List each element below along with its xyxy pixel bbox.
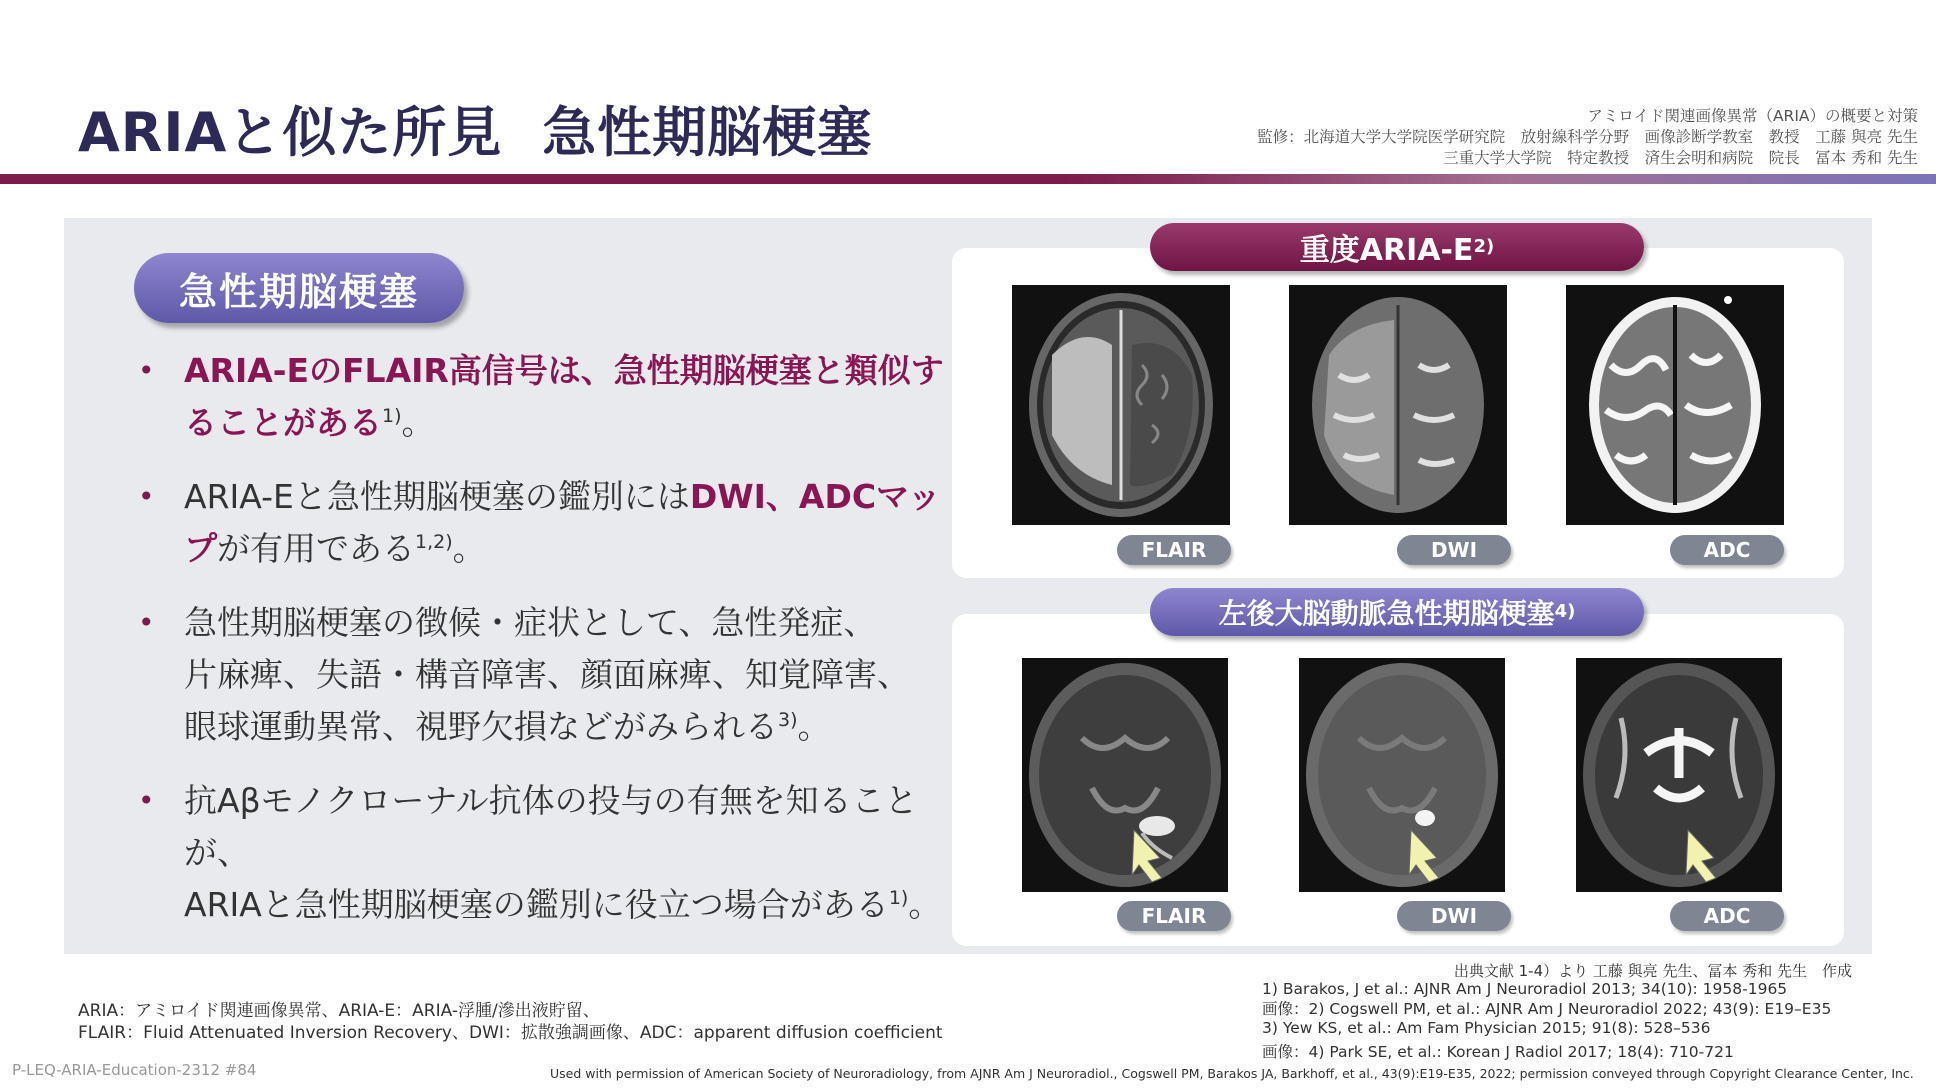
bullet-3 (138, 597, 958, 753)
supervisor-line-1: 監修：北海道大学大学院医学研究院 放射線科学分野 画像診断学教室 教授 工藤 與亮 先生 (1257, 128, 1918, 146)
bullet-dot: • (138, 354, 155, 387)
infarct-label: 左後大脳動脈急性期脳梗塞 4) (1150, 588, 1644, 636)
bullet-3-line3: 眼球運動異常、視野欠損などがみられる (184, 707, 778, 746)
caption-adc-bottom: ADC (1670, 901, 1784, 931)
ref-sup: 1) (888, 887, 909, 909)
bullet-list (138, 345, 958, 953)
bullet-2-highlight: DWI、ADCマップ (184, 477, 941, 568)
bullet-dot: • (138, 480, 155, 513)
supervisor-line-2: 三重大学大学院 特定教授 済生会明和病院 院長 冨本 秀和 先生 (1443, 149, 1918, 167)
title-left: ARIAと似た所見 (78, 101, 503, 164)
bullet-4-end: 。 (908, 885, 942, 924)
bullet-dot: • (138, 784, 155, 817)
caption-adc-top: ADC (1670, 535, 1784, 565)
reference-1: 1) Barakos, J et al.: AJNR Am J Neuroradiol 2013; 34(10): 1958-1965 (1262, 980, 1788, 998)
header-credits (1257, 106, 1918, 169)
reference-2: 画像：2) Cogswell PM, et al.: AJNR Am J Neuroradiol 2022; 43(9): E19–E35 (1262, 999, 1832, 1018)
adc-image-top (1566, 285, 1784, 525)
caption-flair-bottom: FLAIR (1117, 901, 1231, 931)
bullet-4-line2: ARIAと急性期脳梗塞の鑑別に役立つ場合がある (184, 885, 889, 924)
bullet-1 (138, 345, 958, 449)
dwi-image-bottom (1299, 658, 1505, 892)
bullet-dot: • (138, 606, 155, 639)
bullet-3-end: 。 (797, 707, 831, 746)
bullet-1-highlight: ARIA-EのFLAIR高信号は、急性期脳梗塞と類似することがある (184, 351, 944, 442)
flair-image-top (1012, 285, 1230, 525)
bullet-2 (138, 471, 958, 575)
ref-sup: 1,2) (415, 531, 453, 553)
ref-sup: 3) (778, 709, 798, 731)
severe-aria-e-label: 重度ARIA-E 2) (1150, 223, 1644, 271)
bullet-4 (138, 775, 958, 931)
reference-3: 3) Yew KS, et al.: Am Fam Physician 2015; 91(8): 528–536 (1262, 1019, 1711, 1037)
header-divider (0, 174, 1936, 184)
bullet-3-line2: 片麻痺、失語・構音障害、顔面麻痺、知覚障害、 (184, 655, 910, 694)
bullet-2-pre: ARIA-Eと急性期脳梗塞の鑑別には (184, 477, 690, 516)
document-code: P-LEQ-ARIA-Education-2312 #84 (12, 1061, 257, 1079)
caption-flair-top: FLAIR (1117, 535, 1231, 565)
adc-image-bottom (1576, 658, 1782, 892)
permission-note: Used with permission of American Society of Neuroradiology, from AJNR Am J Neuroradiol., Cogswell PM, Barakos JA, Barkhoff, et al., 43(9):E19-E35, 2022; permission conveyed through Copyright Clearance Center, Inc. (550, 1066, 1914, 1081)
bullet-1-end: 。 (401, 403, 435, 442)
source-note: 出典文献 1-4）より 工藤 與亮 先生、冨本 秀和 先生 作成 (1453, 962, 1852, 980)
deck-title: アミロイド関連画像異常（ARIA）の概要と対策 (1587, 107, 1918, 125)
caption-dwi-top: DWI (1397, 535, 1511, 565)
abbreviations (78, 1000, 943, 1044)
references (1262, 980, 1831, 1062)
infarct-title: 左後大脳動脈急性期脳梗塞 (1218, 597, 1555, 630)
title-right: 急性期脳梗塞 (542, 101, 873, 164)
caption-dwi-bottom: DWI (1397, 901, 1511, 931)
severe-aria-e-title: 重度ARIA-E (1299, 233, 1474, 268)
bullet-2-end: 。 (452, 529, 486, 568)
page-title (78, 90, 872, 167)
abbreviations-line-1: ARIA：アミロイド関連画像異常、ARIA-E：ARIA-浮腫/滲出液貯留、 (78, 1001, 600, 1021)
bullet-3-line1: 急性期脳梗塞の徴候・症状として、急性発症、 (184, 603, 877, 642)
bullet-2-post: が有用である (217, 529, 415, 568)
bullet-4-line1: 抗Aβモノクローナル抗体の投与の有無を知ることが、 (184, 781, 918, 872)
section-pill: 急性期脳梗塞 (134, 253, 464, 323)
dwi-image-top (1289, 285, 1507, 525)
reference-4: 画像：4) Park SE, et al.: Korean J Radiol 2017; 18(4): 710-721 (1262, 1042, 1734, 1061)
ref-sup: 1) (382, 405, 402, 427)
flair-image-bottom (1022, 658, 1228, 892)
abbreviations-line-2: FLAIR：Fluid Attenuated Inversion Recovery、DWI：拡散強調画像、ADC：apparent diffusion coefficient (78, 1023, 943, 1043)
